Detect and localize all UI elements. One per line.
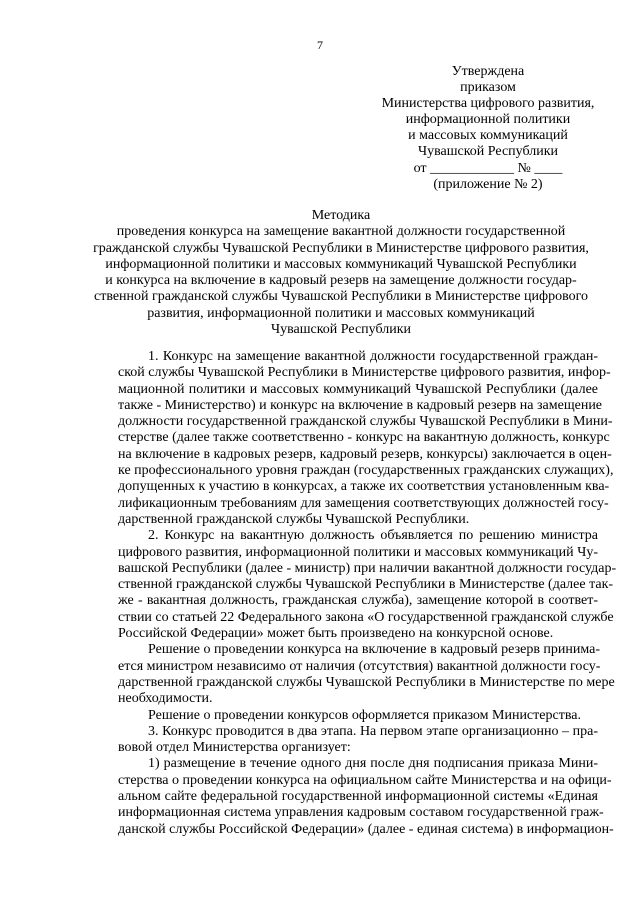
title-line: ственной гражданской службы Чувашской Республики в Министерстве цифрового (93, 289, 588, 305)
approval-stamp (370, 64, 606, 193)
body-line: ственной гражданской службы Чувашской Республики в Министерстве (далее так- (118, 577, 614, 593)
approval-line: (приложение № 2) (433, 176, 543, 192)
body-line: мационной политики и массовых коммуникаций Чувашской Республики (далее (118, 381, 598, 397)
title-line: Чувашской Республики (270, 322, 412, 338)
body-line: стерства о проведении конкурса на официальном сайте Министерства и на офици- (118, 772, 612, 788)
approval-line: Министерства цифрового развития, (381, 96, 595, 112)
body-line: допущенных к участию в конкурсах, а также их соответствия установленным ква- (118, 479, 610, 495)
approval-line: Утверждена (451, 64, 525, 79)
page-number: 7 (317, 38, 323, 52)
body-line: необходимости. (118, 691, 213, 707)
document-title (80, 208, 602, 338)
body-line: дарственной гражданской службы Чувашской Республики. (118, 511, 470, 527)
approval-line: от ____________ № ____ (413, 160, 563, 176)
body-line: Российской Федерации» может быть произведено на конкурсной основе. (118, 626, 554, 642)
body-line: лификационным требованиям для замещения соответствующих должностей госу- (118, 495, 609, 511)
body-line: ской службы Чувашской Республики в Министерстве цифрового развития, инфор- (118, 365, 611, 381)
body-line: 2. Конкурс на вакантную должность объявляется по решению министра (148, 528, 598, 544)
approval-line: и массовых коммуникаций (408, 128, 568, 144)
body-line: 1) размещение в течение одного дня после дня подписания приказа Мини- (148, 756, 598, 772)
document-body (118, 349, 617, 838)
approval-line: информационной политики (405, 112, 571, 128)
body-line: 3. Конкурс проводится в два этапа. На первом этапе организационно – пра- (148, 723, 598, 739)
body-line: 1. Конкурс на замещение вакантной должности государственной граждан- (148, 349, 598, 364)
body-line: также - Министерство) и конкурс на включение в кадровый резерв на замещение (118, 397, 603, 413)
body-line: вовой отдел Министерства организует: (118, 740, 351, 756)
body-line: стерстве (далее также соответственно - конкурс на вакантную должность, конкурс (118, 430, 610, 446)
approval-line: Чувашской Республики (417, 144, 559, 160)
title-line: и конкурса на включение в кадровый резерв на замещение должности государ- (105, 273, 577, 289)
body-line: данской службы Российской Федерации» (далее - единая система) в информацион- (118, 821, 614, 837)
body-line: Решение о проведении конкурса на включение в кадровый резерв принима- (148, 642, 601, 658)
body-line: информационная система управления кадровым составом государственной граж- (118, 805, 604, 821)
body-line: альном сайте федеральной государственной информационной системы «Единая (118, 789, 598, 805)
body-line: на включение в кадровых резерв, кадровый резерв, конкурсы) заключается в оцен- (118, 446, 612, 462)
body-line: же - вакантная должность, гражданская служба), замещение которой в соответ- (118, 593, 598, 609)
body-line: ке профессионального уровня граждан (государственных гражданских служащих), (118, 463, 614, 479)
body-line: Решение о проведении конкурсов оформляется приказом Министерства. (148, 707, 581, 723)
body-line: ется министром независимо от наличия (отсутствия) вакантной должности госу- (118, 658, 601, 674)
title-line: гражданской службы Чувашской Республики в Министерстве цифрового развития, (93, 240, 589, 256)
title-line: информационной политики и массовых коммуникаций Чувашской Республики (105, 256, 577, 272)
title-line: развития, информационной политики и массовых коммуникаций (147, 305, 535, 321)
approval-line: приказом (460, 80, 516, 96)
title-heading: Методика (311, 208, 371, 223)
body-line: ствии со статьей 22 Федерального закона «О государственной гражданской службе (118, 609, 614, 625)
body-line: должности государственной гражданской службы Чувашской Республики в Мини- (118, 414, 613, 430)
body-line: цифрового развития, информационной политики и массовых коммуникаций Чу- (118, 544, 598, 560)
body-line: дарственной гражданской службы Чувашской Республики в Министерстве по мере (118, 674, 615, 690)
body-line: вашской Республики (далее - министр) при наличии вакантной должности государ- (118, 560, 617, 576)
title-line: проведения конкурса на замещение вакантной должности государственной (116, 224, 566, 240)
